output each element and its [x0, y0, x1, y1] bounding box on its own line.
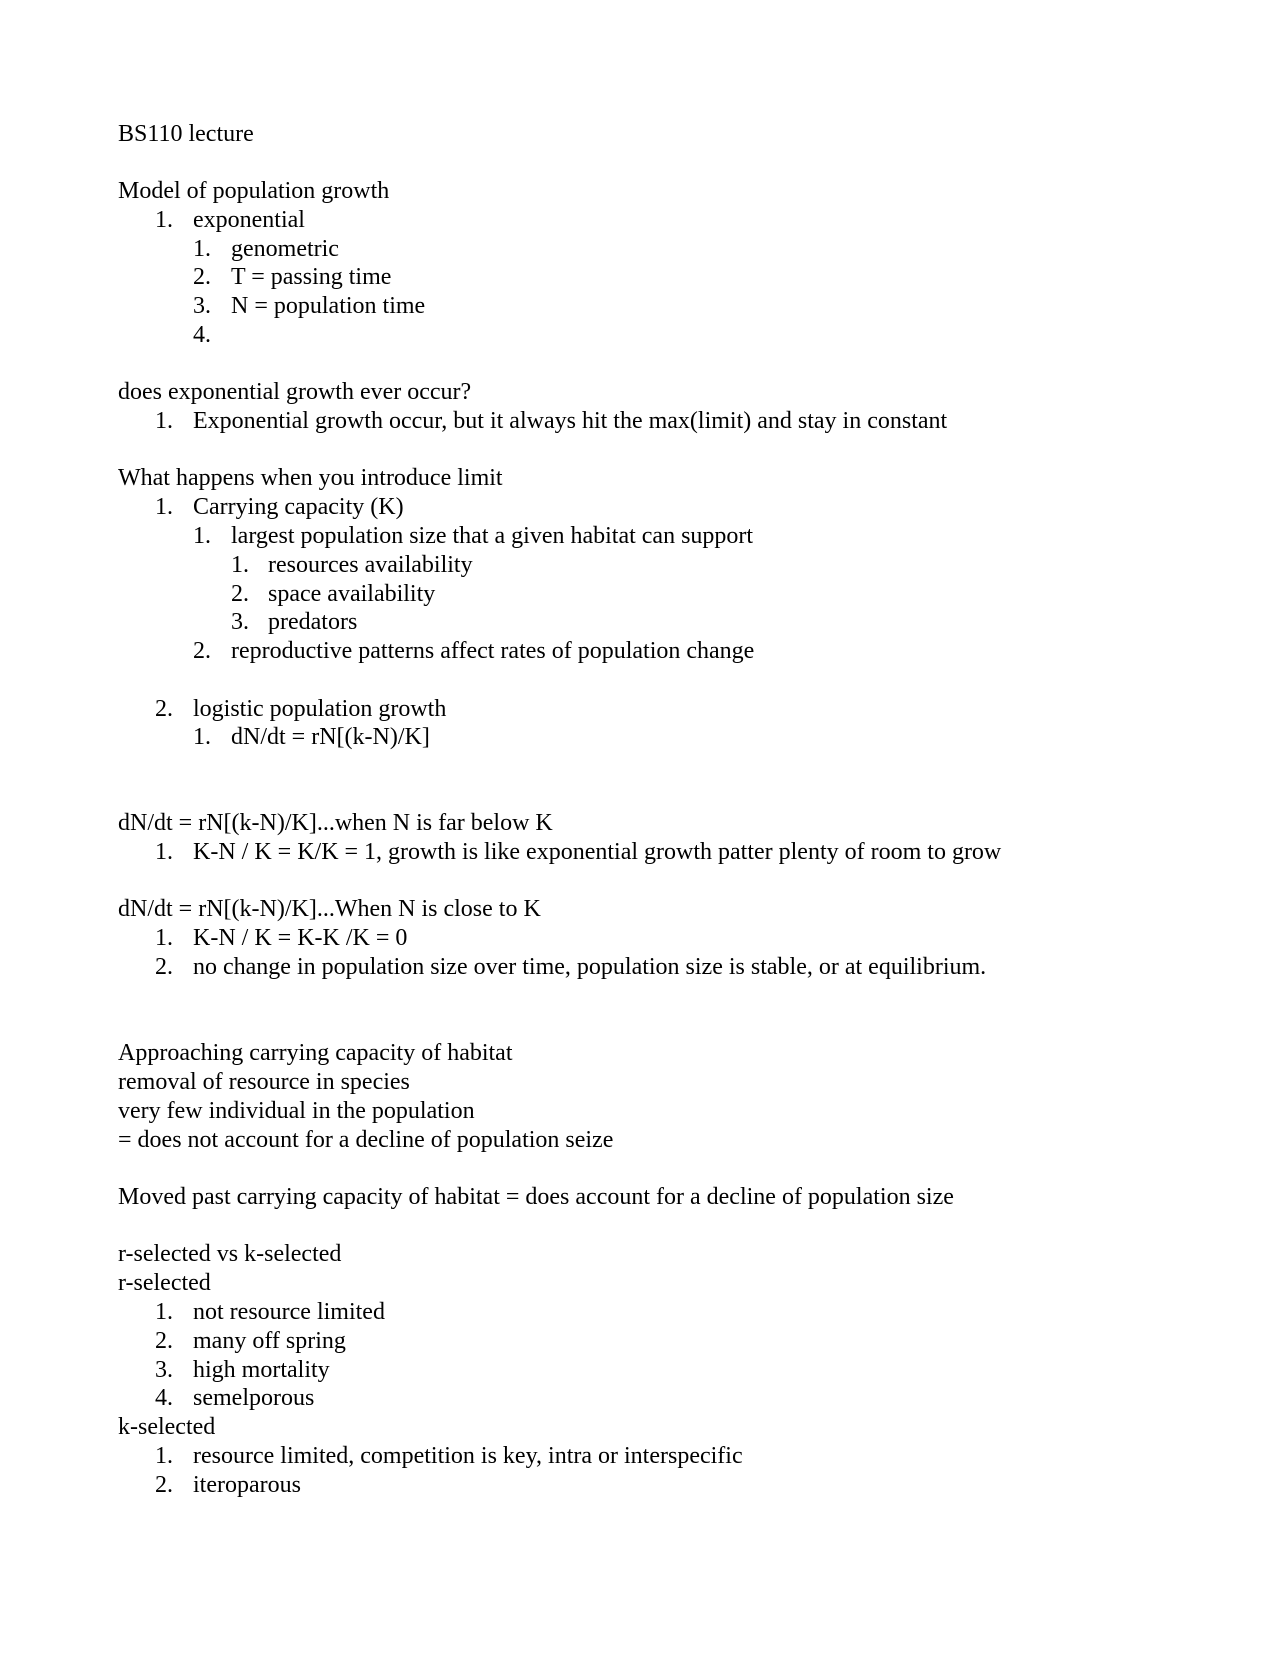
paragraph-line: removal of resource in species: [118, 1069, 410, 1095]
list-item: K-N / K = K/K = 1, growth is like exponential growth patter plenty of room to grow: [193, 839, 1002, 865]
list-number: 4.: [155, 1385, 173, 1411]
list-item: T = passing time: [231, 264, 392, 290]
section-heading: dN/dt = rN[(k-N)/K]...When N is close to K: [118, 896, 541, 922]
list-item: resources availability: [268, 552, 473, 578]
list-item: Carrying capacity (K): [193, 494, 404, 520]
list-item: exponential: [193, 207, 305, 233]
list-item: no change in population size over time, population size is stable, or at equilibrium.: [193, 954, 987, 980]
list-number: 2.: [155, 1472, 173, 1498]
list-item: dN/dt = rN[(k-N)/K]: [231, 724, 430, 750]
section-heading: Model of population growth: [118, 178, 390, 204]
list-item: not resource limited: [193, 1299, 385, 1325]
list-item: largest population size that a given habitat can support: [231, 523, 754, 549]
paragraph-line: very few individual in the population: [118, 1098, 475, 1124]
list-number: 2.: [155, 954, 173, 980]
subsection-heading: k-selected: [118, 1414, 216, 1440]
document-title: BS110 lecture: [118, 121, 254, 147]
list-number: 1.: [155, 1299, 173, 1325]
list-number: 2.: [155, 1328, 173, 1354]
list-item: N = population time: [231, 293, 426, 319]
list-item: semelporous: [193, 1385, 315, 1411]
section-heading: r-selected vs k-selected: [118, 1241, 342, 1267]
list-number: 1.: [193, 724, 211, 750]
list-item: space availability: [268, 581, 436, 607]
list-number: 1.: [193, 236, 211, 262]
paragraph-line: Approaching carrying capacity of habitat: [118, 1040, 513, 1066]
list-number: 4.: [193, 322, 211, 348]
list-item: resource limited, competition is key, intra or interspecific: [193, 1443, 743, 1469]
subsection-heading: r-selected: [118, 1270, 211, 1296]
list-number: 1.: [231, 552, 249, 578]
list-number: 2.: [155, 696, 173, 722]
section-heading: What happens when you introduce limit: [118, 465, 503, 491]
list-item: predators: [268, 609, 358, 635]
list-item: iteroparous: [193, 1472, 301, 1498]
list-number: 3.: [155, 1357, 173, 1383]
list-item: logistic population growth: [193, 696, 447, 722]
section-heading: dN/dt = rN[(k-N)/K]...when N is far below K: [118, 810, 553, 836]
list-item: high mortality: [193, 1357, 330, 1383]
list-number: 2.: [193, 638, 211, 664]
list-item: genometric: [231, 236, 339, 262]
list-item: reproductive patterns affect rates of population change: [231, 638, 755, 664]
list-item: Exponential growth occur, but it always hit the max(limit) and stay in constant: [193, 408, 948, 434]
list-number: 2.: [231, 581, 249, 607]
list-number: 3.: [231, 609, 249, 635]
list-number: 1.: [155, 408, 173, 434]
list-number: 1.: [155, 207, 173, 233]
list-number: 1.: [193, 523, 211, 549]
list-number: 1.: [155, 925, 173, 951]
section-heading: does exponential growth ever occur?: [118, 379, 472, 405]
list-number: 2.: [193, 264, 211, 290]
list-number: 1.: [155, 494, 173, 520]
list-item: K-N / K = K-K /K = 0: [193, 925, 408, 951]
paragraph-line: = does not account for a decline of population seize: [118, 1127, 614, 1153]
list-number: 3.: [193, 293, 211, 319]
list-item: many off spring: [193, 1328, 346, 1354]
list-number: 1.: [155, 839, 173, 865]
paragraph-line: Moved past carrying capacity of habitat = does account for a decline of population size: [118, 1184, 954, 1210]
list-number: 1.: [155, 1443, 173, 1469]
